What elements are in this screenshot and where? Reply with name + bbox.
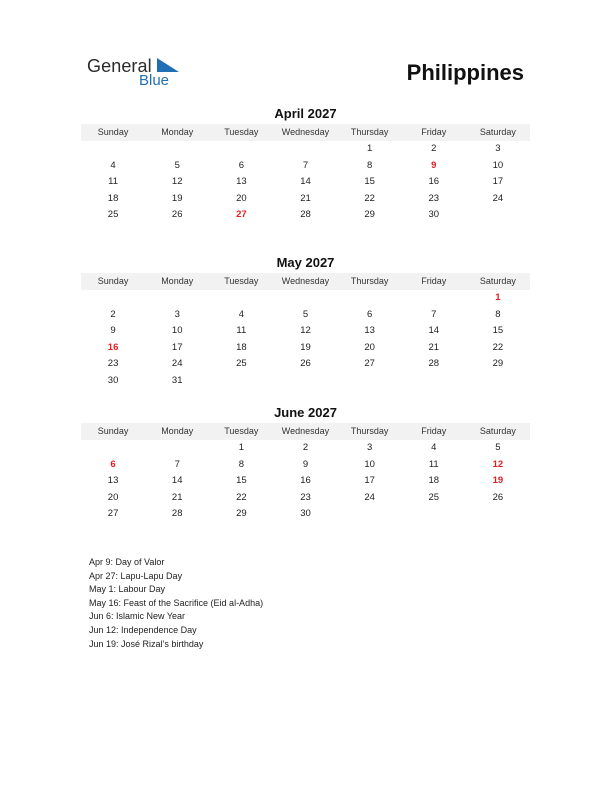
day-cell	[466, 207, 530, 224]
day-cell: 29	[236, 508, 247, 519]
weekday-label: Saturday	[479, 276, 516, 286]
day-cell: 30	[428, 209, 440, 220]
day-cell: 26	[492, 491, 504, 503]
day-cell: 17	[492, 176, 504, 187]
week-row	[81, 356, 530, 373]
day-cell: 4	[110, 159, 116, 171]
weekday-label: Monday	[161, 276, 194, 286]
weekday-label: Saturday	[479, 426, 516, 436]
day-cell: 8	[366, 159, 373, 171]
month-april	[81, 106, 530, 224]
week-row	[81, 340, 530, 357]
day-cell: 9	[110, 325, 116, 336]
day-cell	[209, 373, 273, 390]
holiday-list-item: Jun 19: José Rizal’s birthday	[89, 638, 204, 649]
logo-blue-text: Blue	[139, 72, 170, 89]
weekday-label: Friday	[421, 426, 447, 436]
day-cell: 7	[431, 308, 437, 320]
day-cell: 20	[107, 491, 119, 503]
day-cell: 14	[171, 475, 183, 486]
weekday-label: Tuesday	[224, 426, 259, 436]
week-row	[81, 473, 530, 490]
day-cell: 31	[171, 374, 183, 386]
day-cell: 5	[495, 442, 501, 453]
day-cell: 12	[300, 325, 311, 336]
weekday-label: Friday	[421, 127, 447, 137]
week-row	[81, 373, 530, 390]
day-cell: 16	[107, 341, 119, 353]
weekday-label: Monday	[161, 127, 194, 137]
day-cell: 6	[110, 458, 116, 470]
day-cell: 2	[302, 442, 309, 453]
day-cell: 24	[171, 358, 183, 369]
day-cell: 15	[236, 475, 247, 486]
day-cell: 4	[238, 308, 244, 320]
day-cell: 28	[428, 358, 440, 369]
day-cell: 30	[107, 374, 119, 386]
day-cell: 13	[236, 176, 247, 187]
holiday-list-item: May 1: Labour Day	[89, 584, 166, 595]
day-cell: 21	[300, 192, 311, 204]
day-cell: 7	[174, 458, 180, 470]
day-cell: 13	[364, 325, 375, 336]
day-cell: 1	[366, 143, 373, 154]
day-cell: 28	[300, 209, 311, 220]
weekday-label: Friday	[421, 276, 447, 286]
weekday-label: Wednesday	[281, 426, 330, 436]
day-cell: 16	[300, 475, 311, 486]
day-cell: 5	[174, 159, 180, 171]
month-title: May 2027	[276, 255, 335, 270]
holiday-list	[89, 556, 263, 651]
day-cell: 19	[300, 341, 311, 353]
weekday-label: Sunday	[97, 426, 129, 436]
day-cell	[338, 506, 402, 523]
day-cell: 18	[428, 475, 440, 486]
day-cell: 15	[364, 176, 375, 187]
weekday-header	[81, 423, 530, 440]
day-cell: 23	[107, 358, 119, 369]
weekday-label: Saturday	[479, 127, 516, 137]
week-row	[81, 440, 530, 457]
day-cell: 22	[364, 192, 375, 204]
day-cell: 8	[238, 458, 244, 470]
weekday-label: Tuesday	[224, 127, 259, 137]
day-cell: 29	[492, 358, 504, 369]
day-cell: 18	[107, 192, 119, 204]
day-cell	[273, 290, 337, 307]
holiday-list-item: Jun 6: Islamic New Year	[89, 611, 186, 622]
weekday-header	[81, 273, 530, 290]
weekday-label: Sunday	[97, 276, 129, 286]
day-cell: 3	[366, 442, 373, 453]
week-row	[81, 457, 530, 474]
day-cell: 9	[431, 159, 437, 171]
day-cell: 22	[236, 491, 247, 503]
day-cell: 29	[364, 209, 375, 220]
day-cell: 23	[300, 491, 311, 503]
day-cell	[81, 440, 145, 457]
day-cell: 12	[492, 458, 504, 470]
day-cell	[402, 290, 466, 307]
day-cell	[466, 373, 530, 390]
weekday-label: Wednesday	[281, 276, 330, 286]
day-cell: 12	[171, 176, 183, 187]
weekday-label: Monday	[161, 426, 194, 436]
day-cell: 7	[302, 159, 309, 171]
day-cell: 1	[495, 292, 501, 303]
month-june	[81, 405, 530, 523]
day-cell: 10	[364, 458, 375, 470]
day-cell: 21	[428, 341, 440, 353]
day-cell: 3	[174, 308, 180, 320]
logo	[87, 56, 187, 92]
week-row	[81, 506, 530, 523]
logo-triangle-icon	[157, 58, 179, 72]
weekday-label: Thursday	[350, 127, 389, 137]
day-cell: 14	[428, 325, 440, 336]
day-cell: 6	[238, 159, 244, 171]
day-cell	[81, 141, 145, 158]
day-cell: 21	[171, 491, 183, 503]
day-cell: 5	[302, 308, 309, 320]
weekday-header	[81, 124, 530, 141]
day-cell: 17	[364, 475, 375, 486]
day-cell: 10	[171, 325, 183, 336]
day-cell	[338, 290, 402, 307]
day-cell: 19	[171, 192, 183, 204]
day-cell: 18	[236, 341, 247, 353]
day-cell: 17	[171, 341, 183, 353]
month-title: June 2027	[274, 405, 337, 420]
week-row	[81, 141, 530, 158]
day-cell	[402, 373, 466, 390]
month-grid	[81, 141, 530, 224]
holiday-list-item: Apr 27: Lapu-Lapu Day	[89, 570, 183, 581]
week-row	[81, 191, 530, 208]
day-cell	[273, 373, 337, 390]
day-cell: 27	[236, 209, 247, 220]
day-cell	[145, 141, 209, 158]
day-cell: 6	[366, 308, 373, 320]
month-title: April 2027	[274, 106, 337, 121]
day-cell	[145, 290, 209, 307]
day-cell	[209, 290, 273, 307]
day-cell	[209, 141, 273, 158]
day-cell: 11	[236, 325, 247, 336]
day-cell: 13	[107, 475, 119, 486]
day-cell: 27	[107, 508, 119, 519]
day-cell: 4	[431, 442, 437, 453]
day-cell	[402, 506, 466, 523]
holiday-list-item: May 16: Feast of the Sacrifice (Eid al-Adha)	[89, 597, 264, 608]
day-cell: 11	[108, 176, 118, 187]
day-cell: 2	[110, 308, 116, 320]
day-cell: 20	[364, 341, 375, 353]
day-cell: 20	[236, 192, 247, 204]
day-cell: 24	[492, 192, 504, 204]
holiday-list-item: Apr 9: Day of Valor	[89, 557, 165, 567]
weekday-label: Sunday	[97, 127, 129, 137]
day-cell: 19	[492, 475, 504, 486]
week-row	[81, 323, 530, 340]
day-cell: 8	[495, 308, 501, 320]
day-cell: 27	[364, 358, 375, 369]
week-row	[81, 174, 530, 191]
day-cell: 26	[300, 358, 311, 369]
day-cell: 10	[492, 159, 504, 171]
day-cell: 23	[428, 192, 440, 204]
day-cell: 3	[495, 143, 501, 154]
week-row	[81, 307, 530, 324]
month-may	[81, 255, 530, 389]
week-row	[81, 290, 530, 307]
logo-general-text: General	[87, 56, 152, 76]
day-cell: 15	[492, 325, 504, 336]
week-row	[81, 490, 530, 507]
day-cell: 30	[300, 508, 311, 519]
day-cell: 25	[236, 358, 247, 369]
day-cell: 24	[364, 491, 375, 503]
day-cell: 25	[107, 209, 119, 220]
day-cell	[273, 141, 337, 158]
weekday-label: Thursday	[350, 426, 389, 436]
day-cell: 26	[171, 209, 183, 220]
month-grid	[81, 290, 530, 389]
day-cell	[466, 506, 530, 523]
day-cell: 9	[302, 458, 309, 470]
day-cell: 22	[492, 341, 504, 353]
day-cell: 11	[428, 458, 439, 470]
week-row	[81, 207, 530, 224]
week-row	[81, 158, 530, 175]
holiday-list-item: Jun 12: Independence Day	[89, 624, 197, 635]
month-grid	[81, 440, 530, 523]
day-cell: 25	[428, 491, 440, 503]
weekday-label: Wednesday	[281, 127, 330, 137]
day-cell: 16	[428, 176, 440, 187]
day-cell: 1	[238, 442, 244, 453]
weekday-label: Thursday	[350, 276, 389, 286]
day-cell: 28	[171, 508, 183, 519]
weekday-label: Tuesday	[224, 276, 259, 286]
day-cell: 2	[431, 143, 437, 154]
day-cell	[338, 373, 402, 390]
country-title: Philippines	[406, 60, 524, 85]
day-cell	[81, 290, 145, 307]
day-cell	[145, 440, 209, 457]
day-cell: 14	[300, 176, 311, 187]
